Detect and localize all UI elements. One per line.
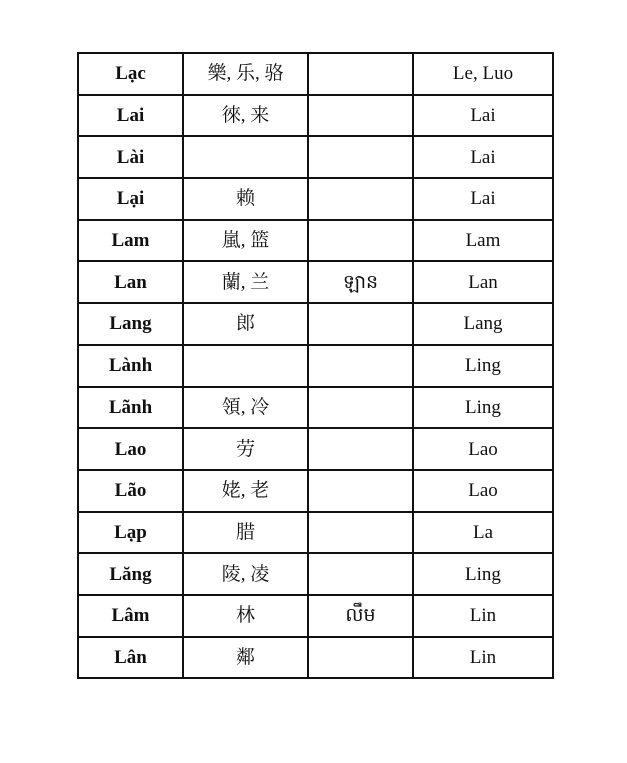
chinese-characters-cell: 樂, 乐, 骆: [183, 53, 308, 95]
romanization-cell: Lao: [413, 470, 553, 512]
khmer-script-cell: [308, 220, 413, 262]
romanization-cell: Lan: [413, 261, 553, 303]
vietnamese-name-cell: Lâm: [78, 595, 183, 637]
table-row: [78, 387, 553, 429]
vietnamese-name-cell: Lão: [78, 470, 183, 512]
surname-table: [77, 52, 554, 679]
chinese-characters-cell: 林: [183, 595, 308, 637]
vietnamese-name-cell: Lạc: [78, 53, 183, 95]
chinese-characters-cell: 徠, 来: [183, 95, 308, 137]
table-row: [78, 136, 553, 178]
chinese-characters-cell: [183, 136, 308, 178]
vietnamese-name-cell: Lao: [78, 428, 183, 470]
romanization-cell: Lang: [413, 303, 553, 345]
table-row: [78, 595, 553, 637]
romanization-cell: Lai: [413, 95, 553, 137]
vietnamese-name-cell: Lành: [78, 345, 183, 387]
khmer-script-cell: [308, 553, 413, 595]
khmer-script-cell: លឹម: [308, 595, 413, 637]
table-row: [78, 53, 553, 95]
chinese-characters-cell: 姥, 老: [183, 470, 308, 512]
khmer-script-cell: [308, 470, 413, 512]
vietnamese-name-cell: Lai: [78, 95, 183, 137]
khmer-script-cell: [308, 178, 413, 220]
chinese-characters-cell: 劳: [183, 428, 308, 470]
romanization-cell: Lin: [413, 637, 553, 679]
chinese-characters-cell: 領, 冷: [183, 387, 308, 429]
table-row: [78, 178, 553, 220]
romanization-cell: Ling: [413, 387, 553, 429]
chinese-characters-cell: 嵐, 篮: [183, 220, 308, 262]
vietnamese-name-cell: Lài: [78, 136, 183, 178]
khmer-script-cell: [308, 428, 413, 470]
romanization-cell: Le, Luo: [413, 53, 553, 95]
khmer-script-cell: [308, 345, 413, 387]
khmer-script-cell: ឡាន: [308, 261, 413, 303]
vietnamese-name-cell: Lạp: [78, 512, 183, 554]
vietnamese-name-cell: Lại: [78, 178, 183, 220]
romanization-cell: Lai: [413, 136, 553, 178]
table-body: [78, 53, 553, 678]
table-row: [78, 470, 553, 512]
chinese-characters-cell: 鄰: [183, 637, 308, 679]
chinese-characters-cell: 蘭, 兰: [183, 261, 308, 303]
table-row: [78, 261, 553, 303]
table-row: [78, 345, 553, 387]
table-row: [78, 428, 553, 470]
chinese-characters-cell: 郎: [183, 303, 308, 345]
romanization-cell: Lao: [413, 428, 553, 470]
table-row: [78, 512, 553, 554]
vietnamese-name-cell: Lan: [78, 261, 183, 303]
chinese-characters-cell: 赖: [183, 178, 308, 220]
romanization-cell: Lai: [413, 178, 553, 220]
romanization-cell: La: [413, 512, 553, 554]
vietnamese-name-cell: Lăng: [78, 553, 183, 595]
vietnamese-name-cell: Lam: [78, 220, 183, 262]
romanization-cell: Lam: [413, 220, 553, 262]
khmer-script-cell: [308, 303, 413, 345]
khmer-script-cell: [308, 512, 413, 554]
table-row: [78, 553, 553, 595]
vietnamese-name-cell: Lãnh: [78, 387, 183, 429]
khmer-script-cell: [308, 95, 413, 137]
romanization-cell: Lin: [413, 595, 553, 637]
table-row: [78, 95, 553, 137]
chinese-characters-cell: 腊: [183, 512, 308, 554]
table-row: [78, 303, 553, 345]
vietnamese-name-cell: Lang: [78, 303, 183, 345]
khmer-script-cell: [308, 637, 413, 679]
table-row: [78, 220, 553, 262]
chinese-characters-cell: 陵, 凌: [183, 553, 308, 595]
table-row: [78, 637, 553, 679]
khmer-script-cell: [308, 387, 413, 429]
chinese-characters-cell: [183, 345, 308, 387]
romanization-cell: Ling: [413, 345, 553, 387]
romanization-cell: Ling: [413, 553, 553, 595]
khmer-script-cell: [308, 136, 413, 178]
khmer-script-cell: [308, 53, 413, 95]
vietnamese-name-cell: Lân: [78, 637, 183, 679]
